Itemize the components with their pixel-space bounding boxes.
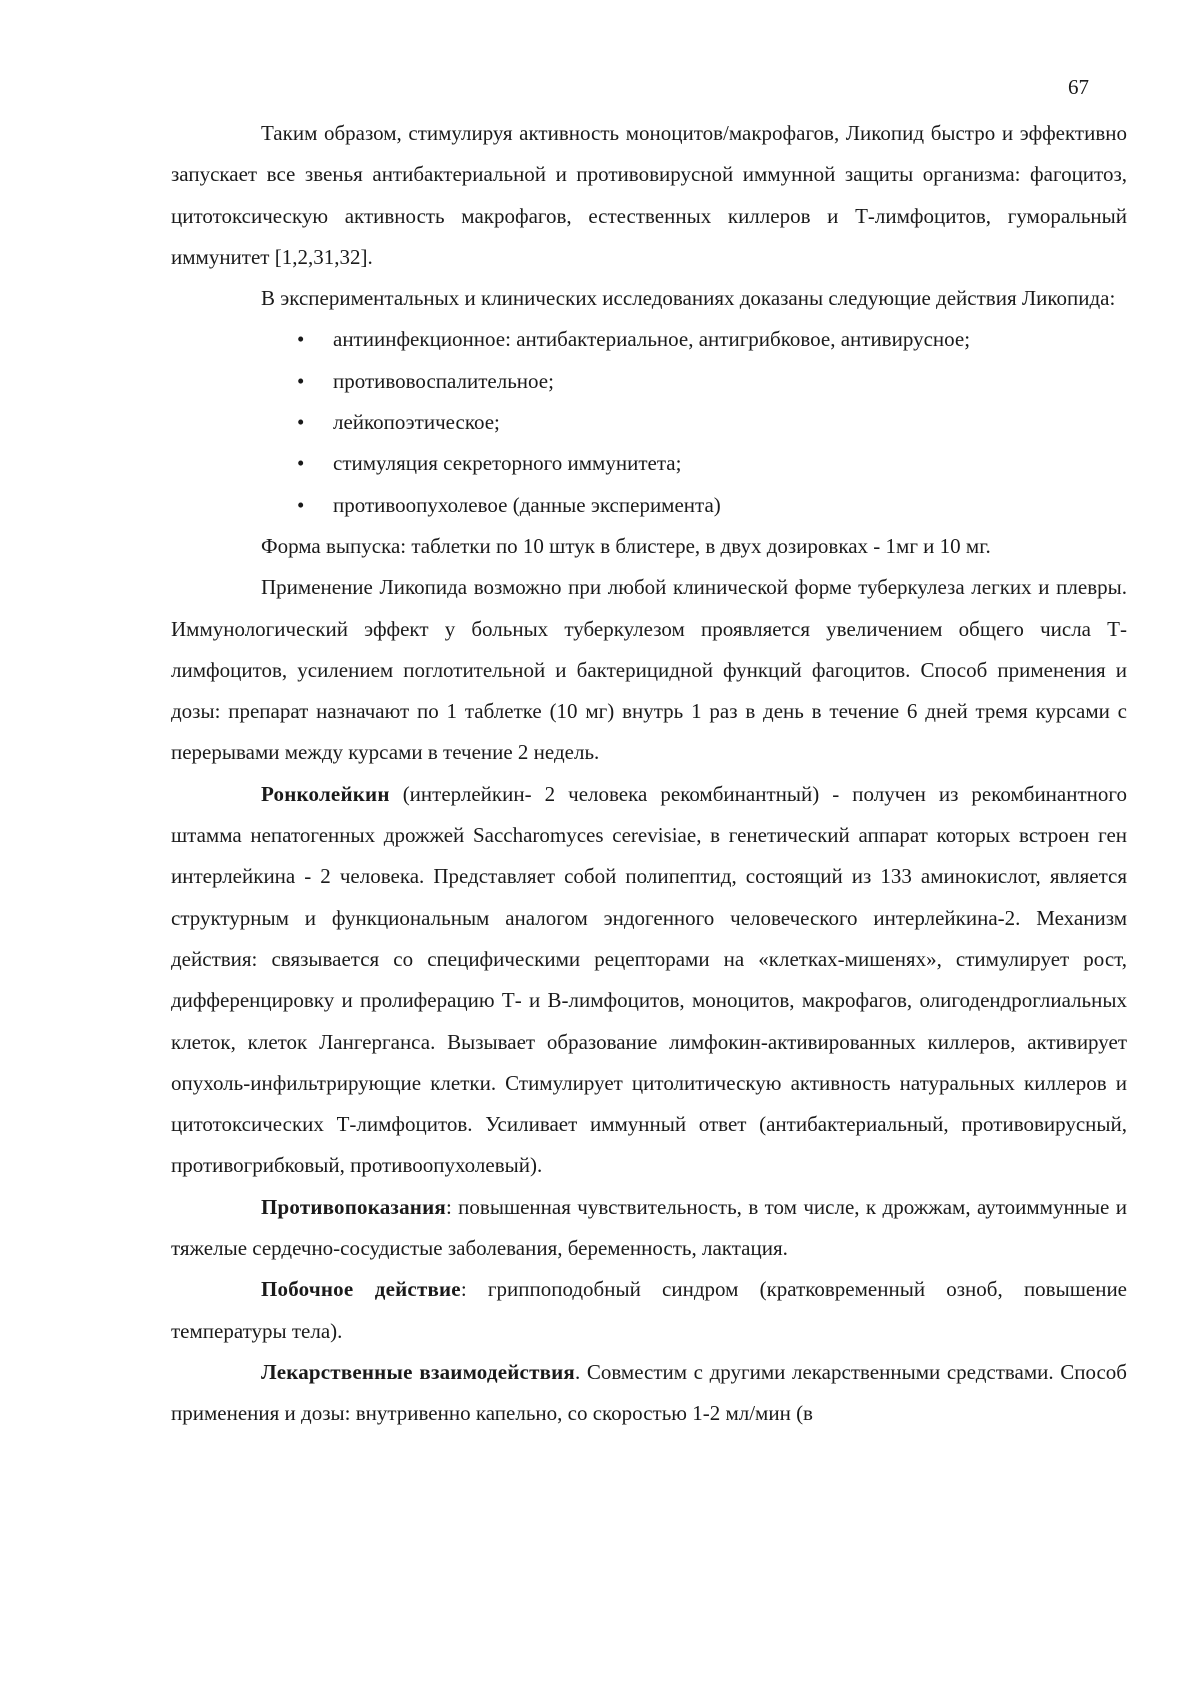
bullet-icon: • <box>297 327 305 352</box>
effects-list <box>171 319 1127 525</box>
paragraph-side-effects: Побочное действие: гриппоподобный синдром (кратковременный озноб, повышение температуры тела). <box>171 1277 1127 1343</box>
paragraph-contraindications: Противопоказания: повышенная чувствительность, в том числе, к дрожжам, аутоиммунные и тяжелые сердечно-сосудистые заболевания, беременность, лактация. <box>171 1194 1127 1261</box>
list-item: • антиинфекционное: антибактериальное, антигрибковое, антивирусное; <box>297 319 1127 360</box>
bullet-icon: • <box>297 492 305 517</box>
paragraph-release-form: Форма выпуска: таблетки по 10 штук в блистере, в двух дозировках - 1мг и 10 мг. <box>261 533 991 558</box>
page-number: 67 <box>1068 75 1089 99</box>
list-item: • противовоспалительное; <box>297 361 1127 402</box>
paragraph-roncoleukin: Ронколейкин (интерлейкин- 2 человека рекомбинантный) - получен из рекомбинантного штамма непатогенных дрожжей Saccharomyces cerevisiae, в генетический аппарат которых встроен ген интерлейкина - 2 человека. Представляет собой полипептид, состоящий из 133 аминокислот, является структурным и функциональным аналогом эндогенного человеческого интерлейкина-2. Механизм действия: связывается со специфическими рецепторами на «клетках-мишенях», стимулирует рост, дифференцировку и пролиферацию Т- и В-лимфоцитов, моноцитов, макрофагов, олигодендроглиальных клеток, клеток Лангерганса. Вызывает образование лимфокин-активированных киллеров, активирует опухоль-инфильтрирующие клетки. Стимулирует цитолитическую активность натуральных киллеров и цитотоксических Т-лимфоцитов. Усиливает иммунный ответ (антибактериальный, противовирусный, противогрибковый, противоопухолевый). <box>171 781 1127 1178</box>
term-drug-interactions: Лекарственные взаимодействия <box>261 1359 575 1384</box>
list-item: • лейкопоэтическое; <box>297 402 1127 443</box>
paragraph-likopid-application: Применение Ликопида возможно при любой клинической форме туберкулеза легких и плевры. Иммунологический эффект у больных туберкулезом проявляется увеличением общего числа Т-лимфоцитов, усилением поглотительной и бактерицидной функций фагоцитов. Способ применения и дозы: препарат назначают по 1 таблетке (10 мг) внутрь 1 раз в день в течение 6 дней тремя курсами с перерывами между курсами в течение 2 недель. <box>171 575 1127 765</box>
paragraph-likopid-summary: Таким образом, стимулируя активность моноцитов/макрофагов, Ликопид быстро и эффективно запускает все звенья антибактериальной и противовирусной иммунной защиты организма: фагоцитоз, цитотоксическую активность макрофагов, естественных киллеров и Т-лимфоцитов, гуморальный иммунитет [1,2,31,32]. <box>171 121 1127 269</box>
term-roncoleukin: Ронколейкин <box>261 781 390 806</box>
term-side-effects: Побочное действие <box>261 1277 461 1302</box>
bullet-icon: • <box>297 368 305 393</box>
bullet-icon: • <box>297 410 305 435</box>
paragraph-drug-interactions: Лекарственные взаимодействия. Совместим с другими лекарственными средствами. Способ применения и дозы: внутривенно капельно, со скоростью 1-2 мл/мин (в <box>171 1359 1127 1426</box>
paragraph-likopid-effects-intro: В экспериментальных и клинических исследованиях доказаны следующие действия Ликопида: <box>261 286 1116 311</box>
body-text <box>171 113 1127 1435</box>
list-item: • стимуляция секреторного иммунитета; <box>297 443 1127 484</box>
bullet-icon: • <box>297 451 305 476</box>
list-item: • противоопухолевое (данные эксперимента) <box>297 485 1127 526</box>
term-contraindications: Противопоказания <box>261 1194 446 1219</box>
